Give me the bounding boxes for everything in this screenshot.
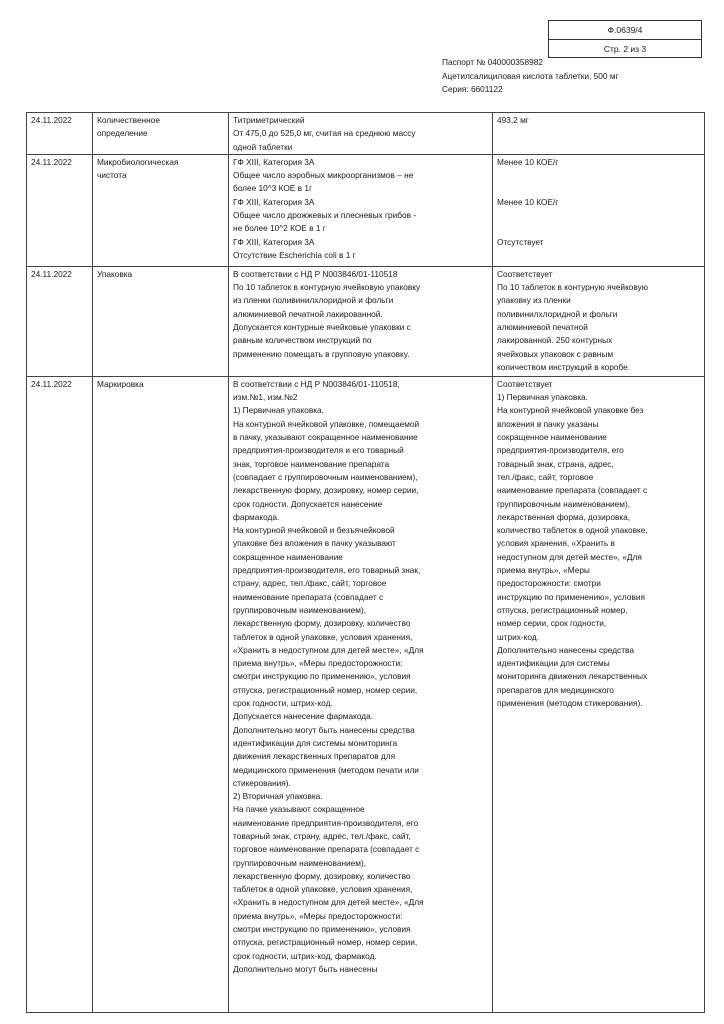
result-line: Отсутствует bbox=[497, 236, 544, 247]
requirement-line: группировочным наименованием), bbox=[233, 604, 367, 615]
requirement-line: отпуска, регистрационный номер, номер серии, bbox=[233, 684, 418, 695]
requirement-line: В соответствии с НД Р N003846/01-110518, bbox=[233, 378, 400, 389]
result-cell bbox=[493, 113, 705, 155]
requirement-line: От 475,0 до 525,0 мг, считая на среднюю массу bbox=[233, 128, 416, 139]
test-name-line: Количественное bbox=[97, 115, 160, 125]
requirement-line: На контурной ячейковой и безъячейковой bbox=[233, 525, 395, 536]
result-line: сокращенное наименование bbox=[497, 432, 607, 443]
requirement-line: Дополнительно могут быть нанесены средства bbox=[233, 724, 415, 735]
result-cell bbox=[493, 376, 705, 1012]
result-line: группировочным наименованием), bbox=[497, 498, 631, 509]
result-line: Менее 10 КОЕ/г bbox=[497, 196, 559, 207]
requirement-line: смотри инструкцию по применению», условия bbox=[233, 671, 411, 682]
requirement-line: ГФ XIII, Категория 3А bbox=[233, 236, 315, 247]
result-line: условия хранения, «Хранить в bbox=[497, 538, 615, 549]
result-line: Соответствует bbox=[497, 378, 553, 389]
requirement-line: срок годности. Допускается нанесение bbox=[233, 498, 383, 509]
result-line: номер серии, срок годности, bbox=[497, 618, 607, 629]
requirement-line: лекарственную форму, дозировку, количество bbox=[233, 618, 411, 629]
requirement-line: смотри инструкцию по применению», условия bbox=[233, 924, 411, 935]
requirement-line: Допускается контурные ячейковые упаковки с bbox=[233, 322, 411, 333]
result-line: тел./факс, сайт, торговое bbox=[497, 471, 594, 482]
result-line: недоступном для детей месте», «Для bbox=[497, 551, 642, 562]
result-line: применения (методом стикерования). bbox=[497, 698, 643, 709]
series-number: Серия: 6601122 bbox=[442, 84, 503, 94]
result-line: наименование препарата (совпадает с bbox=[497, 485, 648, 496]
requirement-line: Отсутствие Escherichia coli в 1 г bbox=[233, 249, 356, 260]
passport-number: Паспорт № 040000358982 bbox=[442, 57, 543, 67]
result-line: 493,2 мг bbox=[497, 115, 529, 125]
requirement-line: срок годности, штрих-код, фармакод. bbox=[233, 950, 377, 961]
requirement-line: Общее число аэробных микроорганизмов – не bbox=[233, 170, 414, 181]
requirement-line: «Хранить в недоступном для детей месте», «Для bbox=[233, 897, 424, 908]
result-line: идентификации для системы bbox=[497, 658, 610, 669]
requirement-line: По 10 таблеток в контурную ячейковую упаковку bbox=[233, 282, 421, 293]
result-line: Дополнительно нанесены средства bbox=[497, 644, 634, 655]
result-line: мониторинга движения лекарственных bbox=[497, 671, 648, 682]
result-line bbox=[497, 209, 700, 222]
test-name-cell bbox=[93, 266, 229, 376]
requirement-line: алюминиевой печатной лакированной. bbox=[233, 308, 383, 319]
requirement-line: На контурной ячейковой упаковке, помещаемой bbox=[233, 418, 420, 429]
result-line: алюминиевой печатной bbox=[497, 322, 588, 333]
result-line: ячейковых упаковок с равным bbox=[497, 348, 614, 359]
test-results-table bbox=[26, 112, 705, 1013]
requirement-line: применению помещать в групповую упаковку. bbox=[233, 348, 410, 359]
result-line: вложения в пачку указаны bbox=[497, 418, 599, 429]
requirement-line: 1) Первичная упаковка. bbox=[233, 405, 324, 416]
requirement-line: фармакода. bbox=[233, 511, 280, 522]
requirement-line: наименование препарата (совпадает с bbox=[233, 591, 384, 602]
requirement-line: идентификации для системы мониторинга bbox=[233, 737, 398, 748]
result-line bbox=[497, 222, 700, 235]
requirement-cell bbox=[229, 376, 493, 1012]
result-line bbox=[497, 169, 700, 182]
requirement-line: страну, адрес, тел./факс, сайт, торговое bbox=[233, 578, 387, 589]
requirement-line: группировочным наименованием), bbox=[233, 857, 367, 868]
requirement-line: наименование предприятия-производителя, его bbox=[233, 817, 419, 828]
form-code-box bbox=[548, 20, 702, 58]
requirement-cell bbox=[229, 266, 493, 376]
requirement-line: из пленки поливинилхлоридной и фольги bbox=[233, 295, 394, 306]
requirement-line: 2) Вторичная упаковка. bbox=[233, 791, 323, 802]
result-line: штрих-код. bbox=[497, 631, 539, 642]
result-line bbox=[497, 182, 700, 195]
test-date: 24.11.2022 bbox=[31, 378, 72, 389]
requirement-line: «Хранить в недоступном для детей месте», «Для bbox=[233, 644, 424, 655]
result-line: инструкцию по применению», условия bbox=[497, 591, 645, 602]
table-row bbox=[27, 154, 705, 266]
result-line: препаратов для медицинского bbox=[497, 684, 614, 695]
result-line: количеством инструкций в коробе. bbox=[497, 361, 631, 372]
requirement-line: предприятия-производителя, его товарный знак, bbox=[233, 565, 421, 576]
requirement-line: одной таблетки bbox=[233, 141, 293, 152]
table-row bbox=[27, 266, 705, 376]
requirement-line: равным количеством инструкций по bbox=[233, 335, 372, 346]
result-line: лакированной. 250 контурных bbox=[497, 335, 613, 346]
requirement-line: медицинского применения (методом печати или bbox=[233, 764, 419, 775]
form-code: Ф.0639/4 bbox=[549, 21, 701, 40]
result-line: упаковку из пленки bbox=[497, 295, 571, 306]
requirement-line: отпуска, регистрационный номер, номер серии, bbox=[233, 937, 418, 948]
requirement-line: сокращенное наименование bbox=[233, 551, 343, 562]
result-line: Менее 10 КОЕ/г bbox=[497, 156, 559, 167]
result-line: 1) Первичная упаковка. bbox=[497, 392, 588, 403]
requirement-line: в пачку, указывают сокращенное наименование bbox=[233, 432, 418, 443]
requirement-line: срок годности, штрих-код. bbox=[233, 698, 333, 709]
page-number: Стр. 2 из 3 bbox=[603, 44, 647, 54]
requirement-line: таблеток в одной упаковке, условия хранения, bbox=[233, 884, 413, 895]
test-name-cell bbox=[93, 376, 229, 1012]
requirement-line: приема внутрь», «Меры предосторожности: bbox=[233, 910, 403, 921]
requirement-line: знак, торговое наименование препарата bbox=[233, 458, 390, 469]
result-line: По 10 таблеток в контурную ячейковую bbox=[497, 282, 649, 293]
table-row bbox=[27, 376, 705, 1012]
requirement-line: стикерования). bbox=[233, 777, 291, 788]
test-date: 24.11.2022 bbox=[31, 268, 72, 279]
test-date-cell bbox=[27, 266, 93, 376]
result-line: Соответствует bbox=[497, 268, 553, 279]
test-name-line: Маркировка bbox=[97, 378, 144, 389]
requirement-line: Общее число дрожжевых и плесневых грибов - bbox=[233, 210, 417, 221]
result-line: товарный знак, страна, адрес, bbox=[497, 458, 614, 469]
requirement-line: таблеток в одной упаковке, условия хранения, bbox=[233, 631, 413, 642]
test-date: 24.11.2022 bbox=[31, 115, 72, 125]
test-name-line: определение bbox=[97, 128, 148, 139]
table-row bbox=[27, 113, 705, 155]
requirement-line: приема внутрь», «Меры предосторожности: bbox=[233, 658, 403, 669]
requirement-line: торговое наименование препарата (совпадает с bbox=[233, 844, 420, 855]
result-line: На контурной ячейковой упаковке без bbox=[497, 405, 644, 416]
requirement-line: ГФ XIII, Категория 3А bbox=[233, 196, 315, 207]
test-name-line: Микробиологическая bbox=[97, 156, 179, 167]
test-date-cell bbox=[27, 113, 93, 155]
result-cell bbox=[493, 266, 705, 376]
result-cell bbox=[493, 154, 705, 266]
requirement-line: изм.№1, изм.№2 bbox=[233, 392, 298, 403]
test-name-line: чистота bbox=[97, 170, 127, 181]
result-line: поливинилхлоридной и фольги bbox=[497, 308, 618, 319]
test-name-line: Упаковка bbox=[97, 268, 133, 279]
requirement-line: лекарственную форму, дозировку, количество bbox=[233, 870, 411, 881]
result-line: предприятия-производителя, его bbox=[497, 445, 624, 456]
passport-header bbox=[442, 56, 619, 97]
requirement-line: (совпадает с группировочным наименованием), bbox=[233, 471, 418, 482]
test-name-cell bbox=[93, 113, 229, 155]
requirement-line: упаковке без вложения в пачку указывают bbox=[233, 538, 396, 549]
requirement-line: более 10^3 КОЕ в 1г bbox=[233, 183, 312, 194]
requirement-cell bbox=[229, 113, 493, 155]
requirement-line: Допускается нанесение фармакода. bbox=[233, 711, 374, 722]
requirement-line: Титриметрический bbox=[233, 115, 305, 125]
requirement-line: На пачке указывают сокращенное bbox=[233, 804, 365, 815]
result-line: лекарственная форма, дозировка, bbox=[497, 511, 631, 522]
result-line: отпуска, регистрационный номер, bbox=[497, 604, 628, 615]
test-date: 24.11.2022 bbox=[31, 156, 72, 167]
requirement-line: товарный знак, страну, адрес, тел./факс, сайт, bbox=[233, 830, 411, 841]
requirement-line: не более 10^2 КОЕ в 1 г bbox=[233, 223, 326, 234]
product-name: Ацетилсалициловая кислота таблетки, 500 мг bbox=[442, 70, 619, 81]
requirement-line: В соответствии с НД Р N003846/01-110518 bbox=[233, 268, 398, 279]
requirement-line: движения лекарственных препаратов для bbox=[233, 751, 396, 762]
requirement-cell bbox=[229, 154, 493, 266]
result-line: приема внутрь», «Меры bbox=[497, 565, 590, 576]
requirement-line: предприятия-производителя и его товарный bbox=[233, 445, 404, 456]
requirement-line: ГФ XIII, Категория 3А bbox=[233, 156, 315, 167]
test-name-cell bbox=[93, 154, 229, 266]
requirement-line: лекарственную форму, дозировку, номер серии, bbox=[233, 485, 419, 496]
requirement-line: Дополнительно могут быть нанесены bbox=[233, 963, 378, 974]
test-date-cell bbox=[27, 154, 93, 266]
result-line: количество таблеток в одной упаковке, bbox=[497, 525, 648, 536]
test-date-cell bbox=[27, 376, 93, 1012]
result-line: предосторожности: смотри bbox=[497, 578, 601, 589]
